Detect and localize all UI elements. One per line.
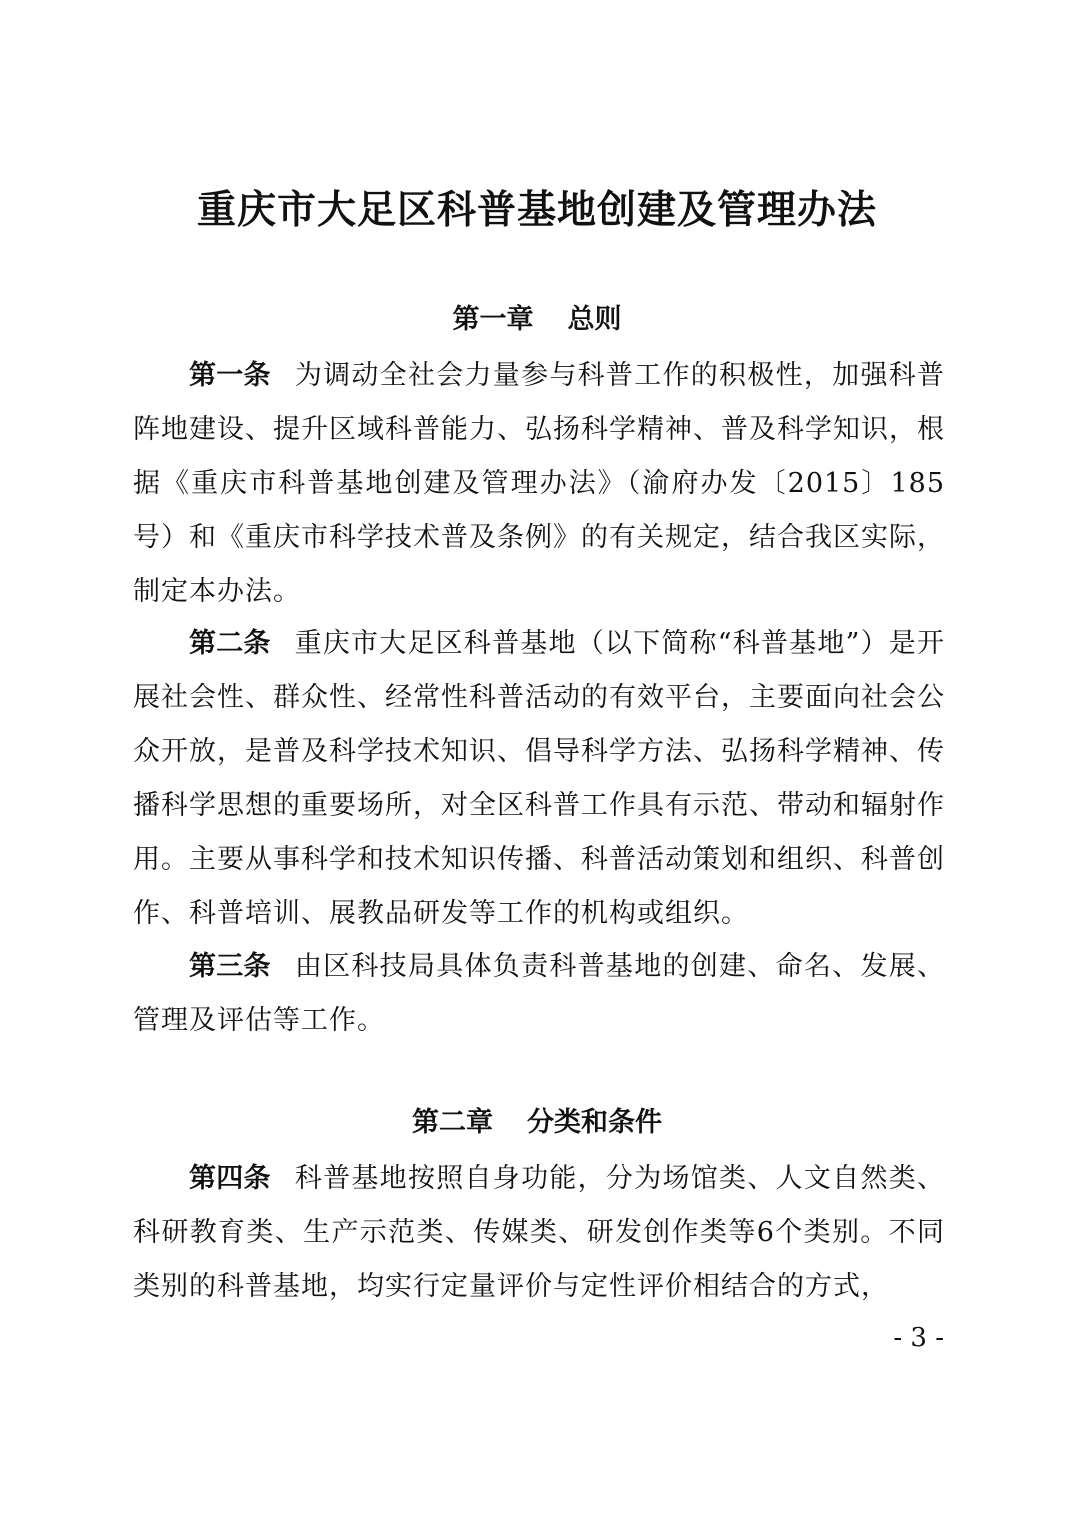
article-lead: 第四条: [189, 1163, 271, 1194]
chapter-heading: [0, 300, 1074, 340]
article-lead: 第三条: [189, 951, 271, 982]
article-text: 为调动全社会力量参与科普工作的积极性，加强科普阵地建设、提升区域科普能力、弘扬科学精神、普及科学知识，根据《重庆市科普基地创建及管理办法》（渝府办发〔2015〕185号）和《重庆市科学技术普及条例》的有关规定，结合我区实际，制定本办法。: [133, 360, 946, 607]
article-text: 重庆市大足区科普基地（以下简称“科普基地”）是开展社会性、群众性、经常性科普活动的有效平台，主要面向社会公众开放，是普及科学技术知识、倡导科学方法、弘扬科学精神、传播科学思想的重要场所，对全区科普工作具有示范、带动和辐射作用。主要从事科学和技术知识传播、科普活动策划和组织、科普创作、科普培训、展教品研发等工作的机构或组织。: [133, 628, 945, 929]
article-4: [133, 1152, 945, 1314]
chapter-number: 第一章: [452, 304, 534, 335]
article-lead: 第二条: [189, 628, 271, 659]
article-lead: 第一条: [189, 360, 271, 391]
chapter-number: 第二章: [412, 1107, 493, 1138]
chapter-heading: [0, 1103, 1074, 1143]
article-text: 由区科技局具体负责科普基地的创建、命名、发展、管理及评估等工作。: [133, 951, 946, 1036]
page-number: - 3 -: [893, 1323, 944, 1353]
article-3: [133, 940, 945, 1048]
article-2: [133, 617, 945, 941]
chapter-name: 总则: [567, 304, 622, 335]
article-1: [133, 349, 945, 619]
article-text: 科普基地按照自身功能，分为场馆类、人文自然类、科研教育类、生产示范类、传媒类、研发创作类等6个类别。不同类别的科普基地，均实行定量评价与定性评价相结合的方式，: [133, 1163, 946, 1302]
document-title: 重庆市大足区科普基地创建及管理办法: [196, 187, 877, 233]
chapter-name: 分类和条件: [527, 1107, 662, 1138]
